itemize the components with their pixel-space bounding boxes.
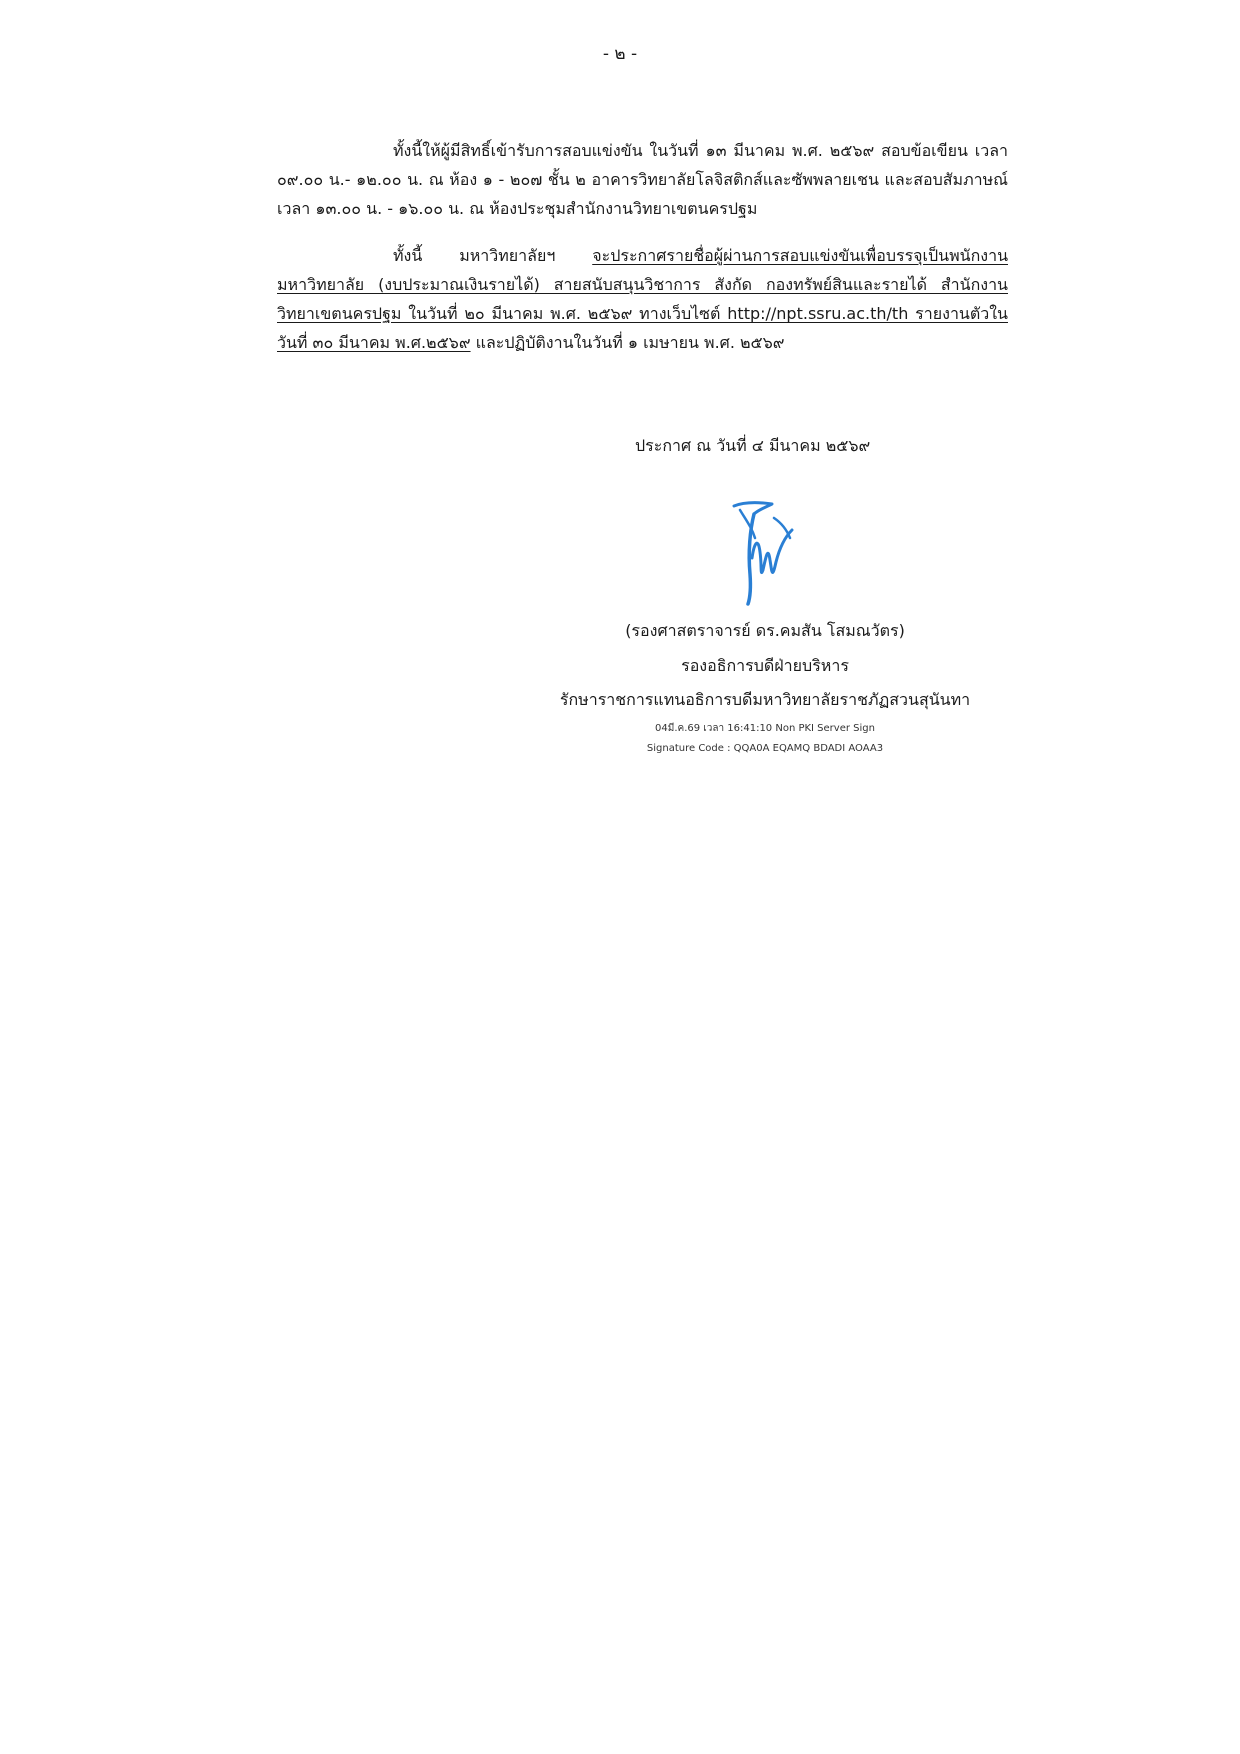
- result-announcement-lead: ทั้งนี้ มหาวิทยาลัยฯ: [393, 246, 593, 265]
- signer-position: รองอธิการบดีฝ่ายบริหาร: [681, 656, 849, 675]
- paragraph-exam-schedule: [277, 136, 1008, 223]
- result-announcement-tail: และปฏิบัติงานในวันที่ ๑ เมษายน พ.ศ. ๒๕๖๙: [470, 333, 785, 352]
- signer-acting-position: รักษาราชการแทนอธิการบดีมหาวิทยาลัยราชภัฏสวนสุนันทา: [559, 690, 971, 709]
- signer-name: (รองศาสตราจารย์ ดร.คมสัน โสมณวัตร): [625, 621, 905, 640]
- e-sign-code: Signature Code : QQA0A EQAMQ BDADI AOAA3: [646, 743, 884, 754]
- result-announcement-underlined: จะประกาศรายชื่อผู้ผ่านการสอบแข่งขันเพื่อบรรจุเป็นพนักงานมหาวิทยาลัย (งบประมาณเงินรายได้) สายสนับสนุนวิชาการ สังกัด กองทรัพย์สินและรายได้ สำนักงานวิทยาเขตนครปฐม ในวันที่ ๒๐ มีนาคม พ.ศ. ๒๕๖๙ ทางเว็บไซต์ http://npt.ssru.ac.th/th รายงานตัวในวันที่ ๓๐ มีนาคม พ.ศ.๒๕๖๙: [277, 246, 1008, 352]
- announcement-date: ประกาศ ณ วันที่ ๔ มีนาคม ๒๕๖๙: [635, 436, 871, 455]
- e-sign-timestamp: 04มี.ค.69 เวลา 16:41:10 Non PKI Server Sign: [655, 723, 875, 734]
- page-number: - ๒ -: [602, 44, 638, 64]
- paragraph-result-announcement: [277, 241, 1008, 357]
- exam-schedule-text: ทั้งนี้ให้ผู้มีสิทธิ์เข้ารับการสอบแข่งขัน ในวันที่ ๑๓ มีนาคม พ.ศ. ๒๕๖๙ สอบข้อเขียน เวลา ๐๙.๐๐ น.- ๑๒.๐๐ น. ณ ห้อง ๑ - ๒๐๗ ชั้น ๒ อาคารวิทยาลัยโลจิสติกส์และซัพพลายเชน และสอบสัมภาษณ์ เวลา ๑๓.๐๐ น. - ๑๖.๐๐ น. ณ ห้องประชุมสำนักงานวิทยาเขตนครปฐม: [277, 141, 1008, 218]
- handwritten-signature: [728, 498, 798, 608]
